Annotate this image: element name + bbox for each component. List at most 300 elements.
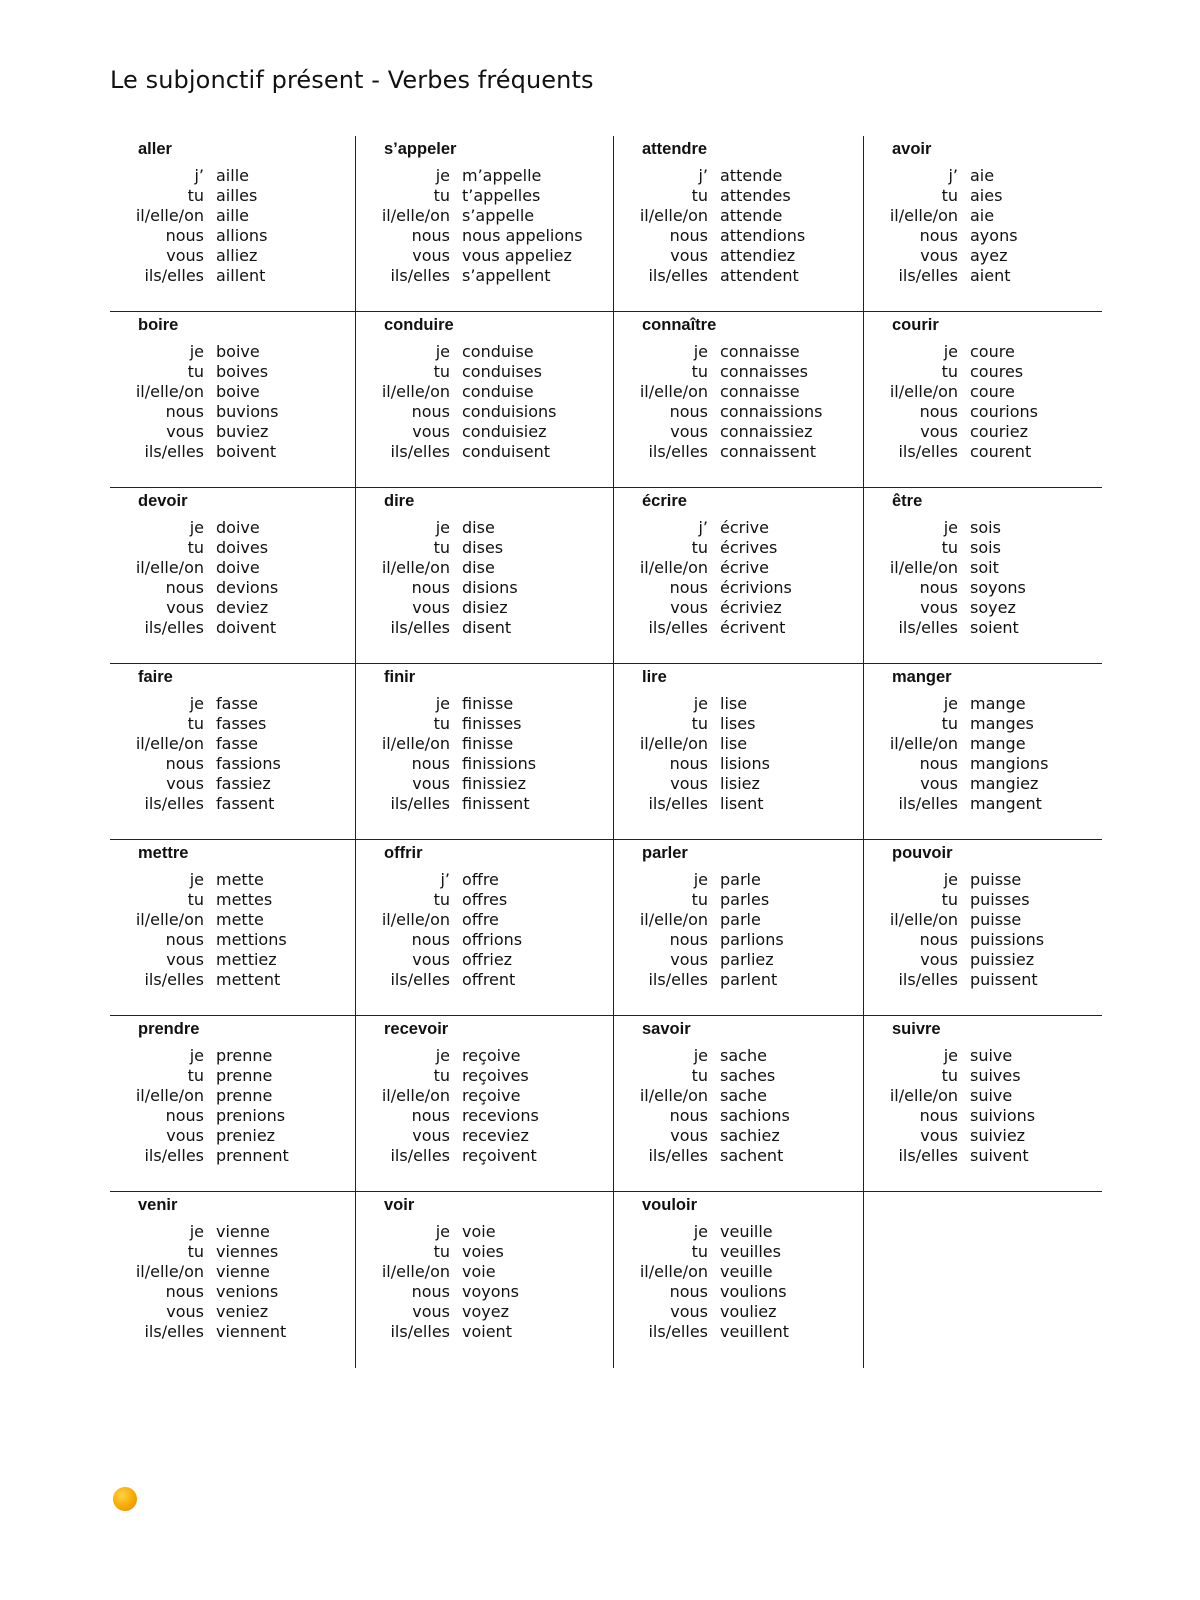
conjugation-row bbox=[614, 206, 863, 226]
pronoun: ils/elles bbox=[648, 794, 708, 813]
conjugation-row bbox=[356, 1262, 613, 1282]
conjugation-row bbox=[110, 1086, 355, 1106]
pronoun: ils/elles bbox=[648, 970, 708, 989]
verb-block bbox=[110, 1192, 356, 1368]
verb-form: viennent bbox=[216, 1322, 287, 1341]
verb-form: boives bbox=[216, 362, 269, 381]
conjugation-row bbox=[356, 578, 613, 598]
pronoun: vous bbox=[412, 598, 450, 617]
pronoun: tu bbox=[691, 1242, 708, 1261]
conjugation-row bbox=[356, 266, 613, 286]
verb-block bbox=[614, 1016, 864, 1192]
verb-form: preniez bbox=[216, 1126, 276, 1145]
pronoun: tu bbox=[187, 890, 204, 909]
verb-form: sois bbox=[970, 518, 1001, 537]
conjugation-row bbox=[110, 950, 355, 970]
verb-form: prenne bbox=[216, 1086, 273, 1105]
verb-form: doives bbox=[216, 538, 269, 557]
conjugation-row bbox=[614, 362, 863, 382]
pronoun: nous bbox=[411, 578, 450, 597]
verb-form: attendiez bbox=[720, 246, 796, 265]
pronoun: nous bbox=[411, 754, 450, 773]
verb-form: aillent bbox=[216, 266, 266, 285]
verb-block bbox=[110, 488, 356, 664]
verb-form: prenions bbox=[216, 1106, 286, 1125]
pronoun: nous bbox=[411, 226, 450, 245]
pronoun: vous bbox=[412, 422, 450, 441]
conjugation-row bbox=[110, 1066, 355, 1086]
verb-form: sois bbox=[970, 538, 1001, 557]
conjugation-row bbox=[864, 794, 1102, 814]
empty-cell bbox=[864, 1192, 1102, 1368]
pronoun: il/elle/on bbox=[381, 910, 450, 929]
conjugation-row bbox=[110, 422, 355, 442]
conjugation-row bbox=[110, 1106, 355, 1126]
conjugation-row bbox=[614, 618, 863, 638]
pronoun: vous bbox=[670, 1302, 708, 1321]
conjugation-row bbox=[614, 890, 863, 910]
conjugation-row bbox=[110, 558, 355, 578]
pronoun: il/elle/on bbox=[639, 558, 708, 577]
conjugation-row bbox=[110, 266, 355, 286]
verb-form: reçoive bbox=[462, 1046, 521, 1065]
conjugation-row bbox=[614, 598, 863, 618]
verb-form: disions bbox=[462, 578, 518, 597]
verb-form: finisse bbox=[462, 694, 514, 713]
conjugation-row bbox=[110, 598, 355, 618]
pronoun: nous bbox=[411, 930, 450, 949]
verb-form: parles bbox=[720, 890, 770, 909]
verb-form: finisse bbox=[462, 734, 514, 753]
verb-form: lisent bbox=[720, 794, 764, 813]
verb-form: boive bbox=[216, 382, 260, 401]
pronoun: tu bbox=[187, 538, 204, 557]
verb-form: attendent bbox=[720, 266, 799, 285]
pronoun: il/elle/on bbox=[889, 382, 958, 401]
conjugation-row bbox=[356, 1222, 613, 1242]
conjugation-row bbox=[614, 442, 863, 462]
verb-block bbox=[110, 1016, 356, 1192]
pronoun: il/elle/on bbox=[639, 382, 708, 401]
pronoun: je bbox=[189, 694, 204, 713]
pronoun: nous bbox=[919, 930, 958, 949]
conjugation-row bbox=[356, 794, 613, 814]
verb-form: aie bbox=[970, 166, 995, 185]
pronoun: il/elle/on bbox=[135, 734, 204, 753]
verb-form: doive bbox=[216, 558, 260, 577]
pronoun: vous bbox=[920, 246, 958, 265]
pronoun: ils/elles bbox=[648, 1146, 708, 1165]
verb-form: lise bbox=[720, 734, 748, 753]
verb-name: connaître bbox=[642, 316, 717, 334]
conjugation-row bbox=[864, 1066, 1102, 1086]
conjugation-row bbox=[356, 1282, 613, 1302]
conjugation-row bbox=[356, 890, 613, 910]
verb-form: finissiez bbox=[462, 774, 527, 793]
verb-form: mange bbox=[970, 734, 1026, 753]
orange-dot-icon bbox=[113, 1487, 137, 1511]
conjugation-row bbox=[110, 246, 355, 266]
verb-form: vienne bbox=[216, 1222, 270, 1241]
pronoun: nous bbox=[919, 1106, 958, 1125]
conjugation-row bbox=[864, 266, 1102, 286]
verb-form: lises bbox=[720, 714, 756, 733]
pronoun: ils/elles bbox=[390, 442, 450, 461]
conjugation-row bbox=[356, 362, 613, 382]
conjugation-list bbox=[110, 694, 355, 814]
conjugation-list bbox=[864, 1046, 1102, 1166]
conjugation-row bbox=[356, 970, 613, 990]
pronoun: tu bbox=[433, 1066, 450, 1085]
verb-form: fasse bbox=[216, 734, 258, 753]
conjugation-row bbox=[110, 518, 355, 538]
verb-form: aient bbox=[970, 266, 1011, 285]
conjugation-row bbox=[356, 226, 613, 246]
verb-form: s’appelle bbox=[462, 206, 535, 225]
verb-form: buvions bbox=[216, 402, 279, 421]
verb-form: puisses bbox=[970, 890, 1030, 909]
conjugation-row bbox=[864, 1106, 1102, 1126]
verb-name: parler bbox=[642, 844, 688, 862]
conjugation-row bbox=[356, 442, 613, 462]
verb-name: attendre bbox=[642, 140, 708, 158]
conjugation-row bbox=[614, 422, 863, 442]
pronoun: je bbox=[693, 342, 708, 361]
verb-form: connaisses bbox=[720, 362, 808, 381]
conjugation-list bbox=[614, 1046, 863, 1166]
verb-form: courions bbox=[970, 402, 1039, 421]
verb-name: faire bbox=[138, 668, 173, 686]
pronoun: il/elle/on bbox=[381, 734, 450, 753]
conjugation-row bbox=[110, 1146, 355, 1166]
pronoun: je bbox=[189, 1222, 204, 1241]
pronoun: nous bbox=[669, 1282, 708, 1301]
pronoun: ils/elles bbox=[898, 442, 958, 461]
verb-form: aille bbox=[216, 206, 249, 225]
pronoun: je bbox=[189, 518, 204, 537]
conjugation-row bbox=[110, 734, 355, 754]
verb-name: finir bbox=[384, 668, 416, 686]
pronoun: nous bbox=[669, 578, 708, 597]
verb-form: mettes bbox=[216, 890, 273, 909]
pronoun: il/elle/on bbox=[135, 382, 204, 401]
conjugation-row bbox=[356, 1106, 613, 1126]
conjugation-row bbox=[864, 1086, 1102, 1106]
conjugation-row bbox=[614, 578, 863, 598]
pronoun: nous bbox=[165, 1106, 204, 1125]
verb-form: finisses bbox=[462, 714, 522, 733]
conjugation-row bbox=[110, 1222, 355, 1242]
conjugation-row bbox=[356, 1322, 613, 1342]
conjugation-row bbox=[356, 930, 613, 950]
verb-form: lisions bbox=[720, 754, 770, 773]
verb-form: alliez bbox=[216, 246, 258, 265]
verb-form: courent bbox=[970, 442, 1032, 461]
conjugation-row bbox=[614, 558, 863, 578]
verb-form: reçoivent bbox=[462, 1146, 537, 1165]
pronoun: il/elle/on bbox=[135, 1262, 204, 1281]
conjugation-row bbox=[110, 890, 355, 910]
verb-form: dises bbox=[462, 538, 504, 557]
conjugation-row bbox=[864, 1146, 1102, 1166]
verb-form: ayez bbox=[970, 246, 1008, 265]
conjugation-row bbox=[864, 970, 1102, 990]
conjugation-row bbox=[614, 266, 863, 286]
conjugation-list bbox=[614, 870, 863, 990]
conjugation-row bbox=[356, 186, 613, 206]
verb-block bbox=[614, 312, 864, 488]
pronoun: ils/elles bbox=[390, 618, 450, 637]
pronoun: vous bbox=[166, 598, 204, 617]
conjugation-list bbox=[356, 518, 613, 638]
pronoun: il/elle/on bbox=[135, 206, 204, 225]
verb-name: venir bbox=[138, 1196, 178, 1214]
pronoun: ils/elles bbox=[144, 442, 204, 461]
verb-block bbox=[356, 840, 614, 1016]
verb-block bbox=[614, 488, 864, 664]
verb-block bbox=[356, 136, 614, 312]
pronoun: nous bbox=[669, 930, 708, 949]
verb-form: lisiez bbox=[720, 774, 760, 793]
conjugation-row bbox=[864, 206, 1102, 226]
verb-name: écrire bbox=[642, 492, 687, 510]
conjugation-row bbox=[356, 1146, 613, 1166]
verb-form: conduises bbox=[462, 362, 542, 381]
conjugation-list bbox=[110, 342, 355, 462]
pronoun: nous bbox=[411, 1106, 450, 1125]
conjugation-row bbox=[614, 1126, 863, 1146]
conjugation-list bbox=[614, 166, 863, 286]
conjugation-row bbox=[614, 1262, 863, 1282]
pronoun: j’ bbox=[194, 166, 204, 185]
verb-form: aie bbox=[970, 206, 995, 225]
conjugation-row bbox=[110, 794, 355, 814]
conjugation-row bbox=[356, 382, 613, 402]
verb-form: offre bbox=[462, 910, 499, 929]
pronoun: vous bbox=[166, 950, 204, 969]
verb-name: être bbox=[892, 492, 923, 510]
pronoun: il/elle/on bbox=[889, 910, 958, 929]
pronoun: tu bbox=[941, 362, 958, 381]
pronoun: nous bbox=[919, 402, 958, 421]
pronoun: vous bbox=[670, 598, 708, 617]
conjugation-row bbox=[864, 774, 1102, 794]
conjugation-row bbox=[356, 558, 613, 578]
verb-form: s’appellent bbox=[462, 266, 551, 285]
conjugation-row bbox=[614, 970, 863, 990]
pronoun: tu bbox=[691, 362, 708, 381]
verb-form: offrions bbox=[462, 930, 523, 949]
verb-form: m’appelle bbox=[462, 166, 542, 185]
verb-block bbox=[356, 312, 614, 488]
conjugation-row bbox=[614, 910, 863, 930]
pronoun: nous bbox=[919, 754, 958, 773]
verb-name: mettre bbox=[138, 844, 189, 862]
conjugation-row bbox=[614, 538, 863, 558]
pronoun: tu bbox=[187, 186, 204, 205]
verb-form: vous appeliez bbox=[462, 246, 572, 265]
pronoun: nous bbox=[411, 1282, 450, 1301]
conjugation-row bbox=[110, 714, 355, 734]
conjugation-list bbox=[110, 518, 355, 638]
conjugation-row bbox=[110, 1262, 355, 1282]
verb-name: courir bbox=[892, 316, 939, 334]
conjugation-row bbox=[356, 694, 613, 714]
verb-form: puisse bbox=[970, 870, 1022, 889]
conjugation-row bbox=[356, 1086, 613, 1106]
pronoun: ils/elles bbox=[144, 266, 204, 285]
verb-block bbox=[864, 136, 1102, 312]
verb-form: mette bbox=[216, 910, 264, 929]
pronoun: vous bbox=[412, 950, 450, 969]
conjugation-row bbox=[614, 774, 863, 794]
pronoun: vous bbox=[166, 1302, 204, 1321]
conjugation-row bbox=[614, 734, 863, 754]
conjugation-row bbox=[110, 382, 355, 402]
conjugation-row bbox=[110, 362, 355, 382]
verb-form: conduisiez bbox=[462, 422, 547, 441]
verb-block bbox=[110, 840, 356, 1016]
verb-form: offrent bbox=[462, 970, 516, 989]
verb-form: prenne bbox=[216, 1046, 273, 1065]
pronoun: vous bbox=[412, 1302, 450, 1321]
verb-form: fassions bbox=[216, 754, 281, 773]
verb-name: voir bbox=[384, 1196, 415, 1214]
verb-name: lire bbox=[642, 668, 667, 686]
pronoun: nous bbox=[165, 754, 204, 773]
verb-form: doivent bbox=[216, 618, 277, 637]
pronoun: vous bbox=[166, 422, 204, 441]
verb-form: attende bbox=[720, 206, 783, 225]
pronoun: il/elle/on bbox=[135, 910, 204, 929]
pronoun: il/elle/on bbox=[135, 558, 204, 577]
verb-form: boive bbox=[216, 342, 260, 361]
verb-form: disent bbox=[462, 618, 512, 637]
verb-form: sachent bbox=[720, 1146, 784, 1165]
verb-block bbox=[864, 1016, 1102, 1192]
pronoun: ils/elles bbox=[648, 442, 708, 461]
conjugation-row bbox=[614, 1066, 863, 1086]
verb-form: offre bbox=[462, 870, 499, 889]
conjugation-row bbox=[614, 518, 863, 538]
verb-form: viennes bbox=[216, 1242, 279, 1261]
conjugation-row bbox=[614, 186, 863, 206]
conjugation-row bbox=[614, 1302, 863, 1322]
pronoun: je bbox=[943, 870, 958, 889]
pronoun: ils/elles bbox=[144, 794, 204, 813]
conjugation-row bbox=[864, 578, 1102, 598]
conjugation-row bbox=[614, 166, 863, 186]
verb-block bbox=[356, 1016, 614, 1192]
pronoun: tu bbox=[187, 1242, 204, 1261]
conjugation-row bbox=[864, 910, 1102, 930]
pronoun: il/elle/on bbox=[639, 1262, 708, 1281]
verb-form: voient bbox=[462, 1322, 512, 1341]
conjugation-list bbox=[864, 870, 1102, 990]
verb-form: aille bbox=[216, 166, 249, 185]
verb-form: écrive bbox=[720, 518, 769, 537]
pronoun: ils/elles bbox=[898, 266, 958, 285]
conjugation-row bbox=[864, 870, 1102, 890]
verb-form: connaissions bbox=[720, 402, 823, 421]
pronoun: je bbox=[189, 870, 204, 889]
pronoun: ils/elles bbox=[390, 970, 450, 989]
verb-form: dise bbox=[462, 558, 495, 577]
conjugation-row bbox=[614, 382, 863, 402]
pronoun: il/elle/on bbox=[889, 734, 958, 753]
pronoun: je bbox=[435, 694, 450, 713]
pronoun: il/elle/on bbox=[135, 1086, 204, 1105]
pronoun: ils/elles bbox=[648, 618, 708, 637]
pronoun: vous bbox=[412, 1126, 450, 1145]
conjugation-list bbox=[356, 870, 613, 990]
pronoun: tu bbox=[187, 362, 204, 381]
pronoun: vous bbox=[166, 774, 204, 793]
verb-form: recevions bbox=[462, 1106, 539, 1125]
verb-form: suiviez bbox=[970, 1126, 1026, 1145]
pronoun: nous bbox=[669, 1106, 708, 1125]
pronoun: ils/elles bbox=[898, 970, 958, 989]
pronoun: vous bbox=[670, 422, 708, 441]
verb-form: finissions bbox=[462, 754, 537, 773]
verb-form: voyez bbox=[462, 1302, 509, 1321]
conjugation-list bbox=[356, 694, 613, 814]
conjugation-row bbox=[864, 246, 1102, 266]
conjugation-row bbox=[864, 694, 1102, 714]
conjugation-row bbox=[864, 754, 1102, 774]
conjugation-row bbox=[356, 598, 613, 618]
pronoun: nous bbox=[919, 226, 958, 245]
pronoun: tu bbox=[691, 186, 708, 205]
verb-form: devions bbox=[216, 578, 279, 597]
verb-form: voulions bbox=[720, 1282, 787, 1301]
pronoun: ils/elles bbox=[390, 794, 450, 813]
verb-form: ayons bbox=[970, 226, 1018, 245]
verb-name: s’appeler bbox=[384, 140, 457, 158]
pronoun: j’ bbox=[698, 518, 708, 537]
verb-form: veuilles bbox=[720, 1242, 781, 1261]
pronoun: je bbox=[435, 342, 450, 361]
verb-form: connaisse bbox=[720, 382, 800, 401]
conjugation-row bbox=[864, 402, 1102, 422]
conjugation-row bbox=[110, 694, 355, 714]
verb-block bbox=[356, 488, 614, 664]
conjugation-row bbox=[864, 226, 1102, 246]
conjugation-row bbox=[356, 910, 613, 930]
pronoun: ils/elles bbox=[390, 1146, 450, 1165]
verb-form: sache bbox=[720, 1046, 767, 1065]
conjugation-row bbox=[614, 754, 863, 774]
verb-block bbox=[614, 664, 864, 840]
verb-name: manger bbox=[892, 668, 952, 686]
verb-name: vouloir bbox=[642, 1196, 698, 1214]
pronoun: ils/elles bbox=[144, 1322, 204, 1341]
conjugation-row bbox=[864, 734, 1102, 754]
verb-form: couriez bbox=[970, 422, 1028, 441]
pronoun: tu bbox=[941, 538, 958, 557]
verb-block bbox=[110, 136, 356, 312]
verb-name: pouvoir bbox=[892, 844, 953, 862]
verb-form: parle bbox=[720, 870, 761, 889]
pronoun: il/elle/on bbox=[889, 558, 958, 577]
verb-name: prendre bbox=[138, 1020, 200, 1038]
verb-form: sache bbox=[720, 1086, 767, 1105]
verb-form: prenne bbox=[216, 1066, 273, 1085]
pronoun: tu bbox=[691, 714, 708, 733]
verb-block bbox=[356, 1192, 614, 1368]
verb-form: voie bbox=[462, 1222, 496, 1241]
pronoun: je bbox=[189, 342, 204, 361]
